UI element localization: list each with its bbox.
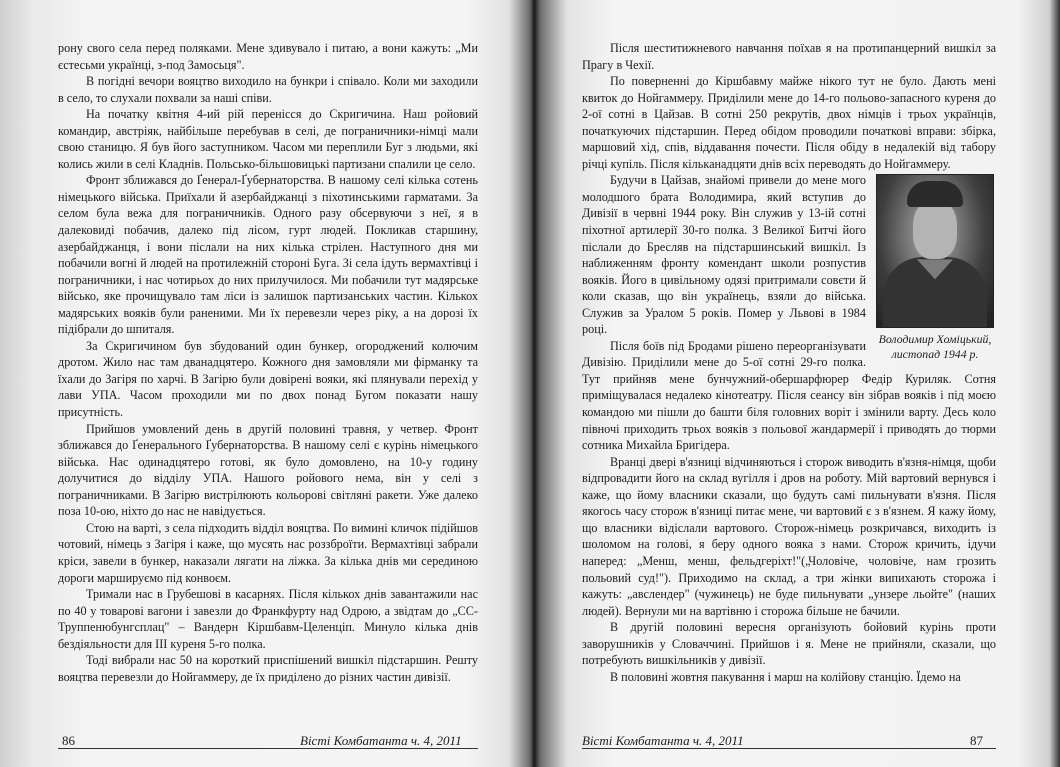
paragraph: Фронт зближався до Ґенерал-Ґубернаторства. В нашому селі кілька сотень німецького війська. Приїхали й азербайджанці з піхотинськими гарматами. За селом була вежа для пограничників. Одного разу обсервуючи з неї, я в далековиді побачив, далеко під лісом, гурт людей. Покликав старшину, азербайджанця, і вони післали на них кілька стрілен. Наступного дня ми побачили вогні й людей на протилежній стороні Буга. Зі села ідуть вермахтівці і пограничники, і нас чотирьох до них прилучилося. Ми побачили тут мадярське військо, яке прочищувало там ліси із залишок партизанських частин. Кількох мадярських вояків були раненими. Ми їх перевезли через ріку, а на дорозі їх підібрали до шпиталя. bbox=[58, 173, 478, 337]
page-number: 86 bbox=[62, 733, 75, 748]
right-journal-footer bbox=[582, 733, 744, 749]
left-page-text bbox=[58, 40, 478, 685]
paragraph: В погідні вечори вояцтво виходило на бункри і співало. Коли ми заходили в село, то слухали похвали за наші співи. bbox=[58, 74, 478, 105]
paragraph: Тримали нас в Грубешові в касарнях. Після кількох днів завантажили нас по 40 у товарові вагони і завезли до Франкфурту над Одрою, а звідтам до „СС-Труппенюбунгсплац" – Вандерн Кіршбавм-Целенціп. Минуло кілька днів бездіяльности для III куреня 5-го полка. bbox=[58, 587, 478, 651]
paragraph: По поверненні до Кіршбавму майже нікого тут не було. Дають мені квиток до Нойгаммеру. Приділили мене до 14-го польово-запасного куреня до 2-ої сотні в Цайзав. В сотні 250 рекрутів, двох німців і трьох українців, початкуючих підстаршин. Перед обідом проводили початкові вправи: збірка, маршовий хід, спів, віддавання почести. Після обіду в недалекій від табору річці купіль. Після кільканадцяти днів всіх переводять до Нойгаммеру. bbox=[582, 74, 996, 171]
paragraph: В другій половині вересня організують бойовий курінь проти заворушників у Словаччині. Прийшов і я. Мене не прийняли, сказали, що потребують вишкільників у дивізії. bbox=[582, 620, 996, 668]
paragraph: Будучи в Цайзав, знайомі привели до мене мого молодшого брата Володимира, який вступив до Дивізії в червні 1944 року. Він служив у 13-ій сотні піхотної артилерії 30-го полка. З Великої Битчі його післали до Бресляв на підстаршинський вишкіл. Із наближенням фронту комендант школи розпустив вояків. Його в цивільному одязі притримали совєти й коли сказав, що він українець, взяли до війська. Служив за Уралом 5 років. Помер у Львові в 1984 році. bbox=[582, 173, 866, 337]
paragraph: Прийшов умовлений день в другій половині травня, у четвер. Фронт зближався до Ґенерального Ґубернаторства. В нашому селі є курінь німецького війська. Нас одинадцятеро готові, як було домовлено, на 10-у годину долучитися до відділу УПА. Нашого ройового нема, він у селі з пограничниками. В Загірю вистрілюють кольорові світляні ракети. Уже далеко поза 10-ою, ніхто до нас не навідується. bbox=[58, 421, 478, 519]
photo-caption: Володимир Хоміцький, листопад 1944 р. bbox=[878, 332, 992, 362]
paragraph: За Скригичином був збудований один бункер, огороджений колючим дротом. Жило нас там дванадцятеро. Кожного дня замовляли ми фірманку та їхали до Загіря по харчі. В Загірю були довірені вояки, які плянували перехід у лави УПА. Часом проходили ми по двох понад Бугом показати нашу присутність. bbox=[58, 338, 478, 420]
paragraph: Стою на варті, з села підходить відділ вояцтва. По вимині кличок підійшов чотовий, німець з Загіря і каже, що мусять нас роззброїти. Вермахтівці забрали кріси, завели в бункер, наказали лягати на ліжка. За кілька днів ми серединою дороги маршируємо під конвоєм. bbox=[58, 520, 478, 585]
photo-figure bbox=[874, 174, 996, 362]
paragraph: Після шеститижневого навчання поїхав я на протипанцерний вишкіл за Прагу в Чехії. bbox=[582, 41, 996, 72]
journal-title: Вісті Комбатанта ч. 4, 2011 bbox=[300, 733, 462, 748]
portrait-photo bbox=[876, 174, 994, 328]
paragraph: В половині жовтня пакування і марш на колійову станцію. Їдемо на bbox=[610, 669, 961, 684]
paragraph: Після боїв під Бродами рішено переорганізувати Дивізію. Приділили мене до 5-ої сотні 29-го полка. Тут прийняв мене бунчужний-обершарфюрер Федір Куриляк. Сотня приміщувалася недалеко кінотеатру. Після сеансу він зібрав вояків і під моєю командою ми пішли до башти біля головних воріт і змінили варту. Десь коло півночі приходить трьох вояків з польової жандармерії і приводять до тюрми сотника Михайла Бригідера. bbox=[582, 338, 996, 453]
paragraph: На початку квітня 4-ий рій перенісся до Скригичина. Наш ройовий командир, австріяк, найбільше перебував в селі, де пограничники-німці мали свою станицю. Я був його заступником. Часом ми переплили Буг з людьми, які колись жили в селі Кладнів. Польсько-більшовицькі партизани спалили це село. bbox=[58, 107, 478, 171]
paragraph: Вранці двері в'язниці відчиняються і сторож виводить в'язня-німця, щоби відпровадити його на склад вугілля і дров на роботу. Мій вартовий вернувся і каже, що йому власники сказали, що будуть самі пильнувати в'язня. Після якогось часу сторож в'язниці питає мене, чи вартовий є з в'язнем. Я кажу йому, що власники відіслали вартового. Сторож-німець розкричався, виходить із шоломом на голові, я беру одного вояка з нами. Сторож кричить, ідучи наперед: „Менш, менш, фельдгеріхт!"(„Чоловіче, чоловіче, нам грозить польовий суд!"). Приходимо на склад, а три жінки випихають сторожа і кажуть: „авслендер" (чужинець) не буде пильнувати „унзере льойте" (наших людей). Вернули ми на вартівню і сторожа більше не бачили. bbox=[582, 454, 996, 618]
page-number: 87 bbox=[970, 733, 983, 748]
journal-title: Вісті Комбатанта ч. 4, 2011 bbox=[582, 733, 744, 748]
right-page-text bbox=[582, 40, 996, 685]
footer-rule bbox=[58, 748, 478, 749]
paragraph: Тоді вибрали нас 50 на короткий приспішений вишкіл підстаршин. Решту вояцтва перевезли до Нойгаммеру, де їх приділено до різних частин дивізії. bbox=[58, 653, 478, 684]
left-journal-footer bbox=[300, 733, 462, 749]
footer-rule bbox=[582, 748, 996, 749]
right-footer bbox=[970, 733, 983, 749]
paragraph: рону свого села перед поляками. Мене здивувало і питаю, а вони кажуть: „Ми єстесьми українці, з-под Замосьця". bbox=[58, 41, 478, 72]
left-footer bbox=[62, 733, 75, 749]
